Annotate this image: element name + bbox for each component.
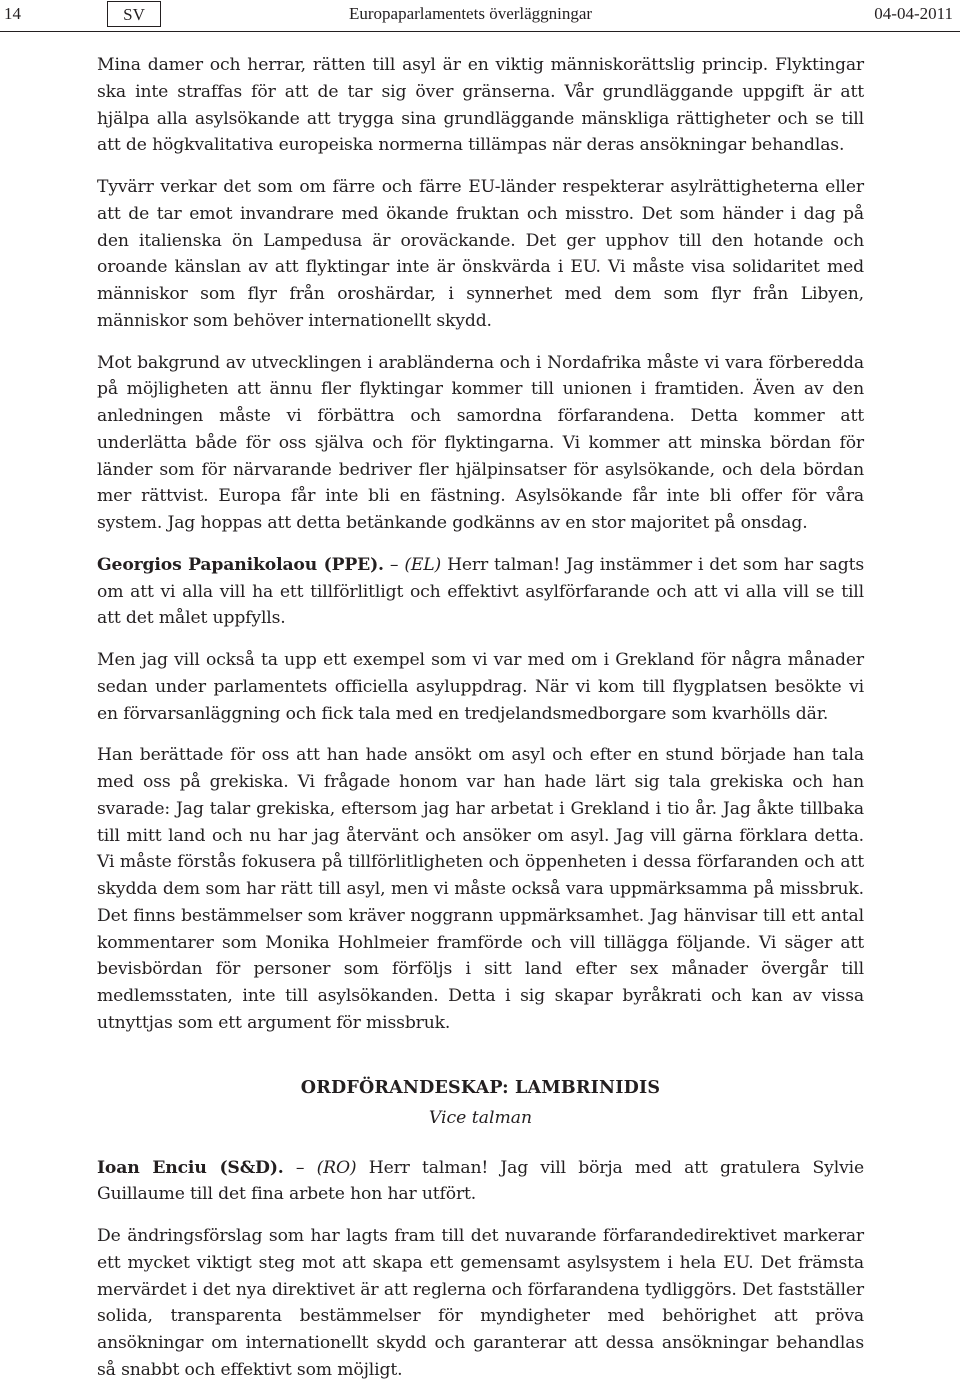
paragraph: Mot bakgrund av utvecklingen i arabländerna och i Nordafrika måste vi vara förberedda på möjligheten att ännu fler flyktingar kommer till unionen i framtiden. Även av den anledningen måste vi förbättra och samordna förfarandena. Detta kommer att underlätta både för oss själva och för flyktingarna. Vi kommer att minska bördan för länder som för närvarande bedriver fler hjälpinsatser för asylsökande, och dela bördan mer rättvist. Europa får inte bli en fästning. Asylsökande får inte bli offer för våra system. Jag hoppas att detta betänkande godkänns av en stor majoritet på onsdag. — [97, 352, 864, 533]
speech-papanikolaou — [97, 552, 864, 632]
speech-dash: – — [383, 554, 405, 575]
paragraph: Han berättade för oss att han hade ansökt om asyl och efter en stund började han tala med oss på grekiska. Vi frågade honom var han hade lärt sig tala grekiska och han svarade: Jag talar grekiska, eftersom jag har arbetat i Grekland i tio år. Jag åkte tillbaka till mitt land och nu har jag återvänt och ansöker om asyl. Jag vill gärna förklara detta. Vi måste förstås fokusera på tillförlitligheten och öppenheten i dessa förfaranden och att skydda dem som har rätt till asyl, men vi måste också vara uppmärksamma på missbruk. Det finns bestämmelser som kräver noggrann uppmärksamhet. Jag hänvisar till ett antal kommentarer som Monika Hohlmeier framförde och vill tillägga följande. Vi säger att bevisbördan för personer som förföljs i sitt land efter sex månader övergår till medlemsstaten, inte till asylsökanden. Detta i sig skapar byråkrati och kan av vissa utnyttjas som ett argument för missbruk. — [97, 745, 864, 1033]
speech-text: Herr talman! Jag vill börja med att gratulera Sylvie Guillaume till det fina arbete hon har utfört. — [97, 1157, 864, 1205]
chair-heading: ORDFÖRANDESKAP: LAMBRINIDIS — [300, 1077, 661, 1098]
paragraph: Tyvärr verkar det som om färre och färre EU-länder respekterar asylrättigheterna eller att de tar emot invandrare med ökande fruktan och misstro. Det som händer i dag på den italienska ön Lampedusa är oroväckande. Det ger upphov till den hotande och oroande känslan av att flyktingar inte är önskvärda i EU. Vi måste visa solidaritet med människor som flyr från oroshärdar, i synnerhet med dem som flyr från Libyen, människor som behöver internationellt skydd. — [97, 177, 864, 331]
speech-language: (RO) — [316, 1157, 357, 1178]
speaker-name: Ioan Enciu (S&D). — [97, 1157, 284, 1178]
paragraph: Men jag vill också ta upp ett exempel som vi var med om i Grekland för några månader sedan under parlamentets officiella asyluppdrag. När vi kom till flygplatsen besökte vi en förvarsanläggning och fick tala med en tredjelandsmedborgare som kvarhölls där. — [97, 650, 864, 724]
document-title: Europaparlamentets överläggningar — [349, 4, 593, 23]
document-date: 04-04-2011 — [874, 4, 953, 23]
speech-text: Herr talman! Jag instämmer i det som har sagts om att vi alla vill ha ett tillförlitligt och effektivt asylförfarande och att vi alla vill se till att det målet uppfylls. — [97, 554, 864, 629]
speaker-name: Georgios Papanikolaou (PPE). — [97, 554, 384, 575]
page-header — [0, 0, 960, 32]
chair-role: Vice talman — [428, 1107, 533, 1128]
language-code-box: SV — [107, 1, 161, 27]
paragraph: Mina damer och herrar, rätten till asyl är en viktig människorättslig princip. Flyktingar ska inte straffas för att de tar sig över gränserna. Vår grundläggande uppgift är att hjälpa alla asylsökande att trygga sina grundläggande mänskliga rättigheter och se till att de högkvalitativa europeiska normerna tillämpas när deras ansökningar behandlas. — [97, 55, 864, 156]
page-body — [97, 52, 864, 1399]
paragraph: De ändringsförslag som har lagts fram till det nuvarande förfarandedirektivet markerar ett mycket viktigt steg mot att skapa ett gemensamt asylsystem i hela EU. Det främsta mervärdet i det nya direktivet är att reglerna och förfarandena tydliggörs. Det fastställer solida, transparenta bestämmelser för myndigheter med behörighet att pröva ansökningar om internationellt skydd och garanterar att dessa ansökningar behandlas så snabbt och effektivt som möjligt. — [97, 1226, 864, 1380]
page-number: 14 — [4, 4, 21, 23]
speech-enciu — [97, 1155, 864, 1209]
speech-dash: – — [283, 1157, 317, 1178]
speech-language: (EL) — [404, 554, 442, 575]
